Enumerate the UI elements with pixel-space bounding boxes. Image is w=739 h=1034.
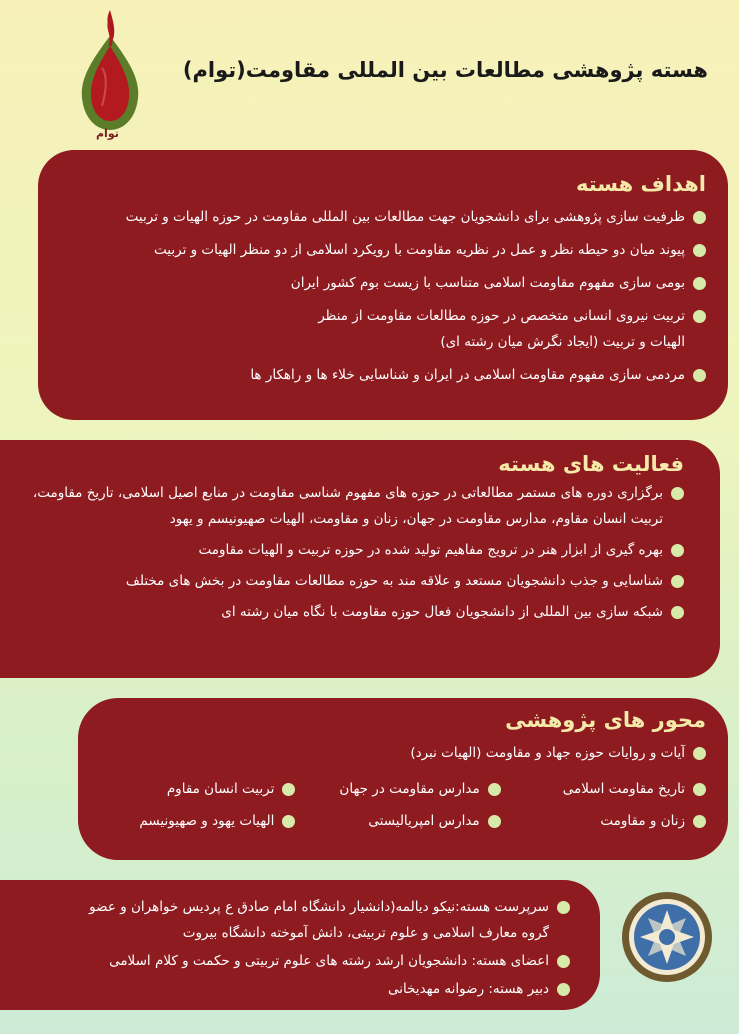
list-item: زنان و مقاومت <box>511 808 706 834</box>
list-item: تربیت انسان مقاوم <box>100 776 295 802</box>
bullet-icon <box>671 544 684 557</box>
list-item: شبکه سازی بین المللی از دانشجویان فعال حوزه مقاومت با نگاه میان رشته ای <box>22 599 684 625</box>
bullet-icon <box>693 369 706 382</box>
list-item: آیات و روایات حوزه جهاد و مقاومت (الهیات نبرد) <box>100 740 706 766</box>
list-item: اعضای هسته: دانشجویان ارشد رشته های علوم تربیتی و حکمت و کلام اسلامی <box>60 948 570 974</box>
list-item: تربیت نیروی انسانی متخصص در حوزه مطالعات مقاومت از منظر الهیات و تربیت (ایجاد نگرش میان رشته ای) <box>306 303 706 355</box>
research-grid <box>100 776 706 834</box>
list-item: برگزاری دوره های مستمر مطالعاتی در حوزه های مفهوم شناسی مقاومت در منابع اصیل اسلامی، تاریخ مقاومت، تربیت انسان مقاوم، مدارس مقاومت در جهان، زنان و مقاومت، الهیات صهیونیسم و یهود <box>22 480 684 532</box>
list-item: ظرفیت سازی پژوهشی برای دانشجویان جهت مطالعات بین المللی مقاومت در حوزه الهیات و تربیت <box>60 204 706 230</box>
bullet-icon <box>693 783 706 796</box>
bullet-icon <box>693 277 706 290</box>
bullet-icon <box>693 815 706 828</box>
staff-card <box>0 880 600 1010</box>
bullet-icon <box>693 747 706 760</box>
bullet-icon <box>557 983 570 996</box>
bullet-icon <box>488 783 501 796</box>
tavam-logo <box>72 6 148 142</box>
bullet-icon <box>671 606 684 619</box>
bullet-icon <box>693 211 706 224</box>
activities-card <box>0 440 720 678</box>
activities-heading: فعالیت های هسته <box>498 452 684 476</box>
list-item: پیوند میان دو حیطه نظر و عمل در نظریه مقاومت با رویکرد اسلامی از دو منظر الهیات و تربیت <box>60 237 706 263</box>
bullet-icon <box>282 815 295 828</box>
bullet-icon <box>693 244 706 257</box>
list-item: شناسایی و جذب دانشجویان مستعد و علاقه مند به حوزه مطالعات مقاومت در بخش های مختلف <box>22 568 684 594</box>
university-seal-icon <box>620 890 714 984</box>
bullet-icon <box>282 783 295 796</box>
bullet-icon <box>693 310 706 323</box>
bullet-icon <box>557 901 570 914</box>
list-item: سرپرست هسته:نیکو دیالمه(دانشیار دانشگاه امام صادق ع پردیس خواهران و عضو گروه معارف اسلامی و علوم تربیتی، دانش آموخته دانشگاه بیروت <box>60 894 570 946</box>
research-card <box>78 698 728 860</box>
bullet-icon <box>488 815 501 828</box>
list-item: تاریخ مقاومت اسلامی <box>511 776 706 802</box>
goals-card <box>38 150 728 420</box>
bullet-icon <box>671 487 684 500</box>
list-item: مردمی سازی مفهوم مقاومت اسلامی در ایران و شناسایی خلاء ها و راهکار ها <box>60 362 706 388</box>
page-title: هسته پژوهشی مطالعات بین المللی مقاومت(توام) <box>182 58 708 82</box>
goals-heading: اهداف هسته <box>575 172 706 196</box>
research-heading: محور های پژوهشی <box>505 708 706 732</box>
logo-caption: توام <box>96 127 119 140</box>
list-item: مدارس امپریالیستی <box>305 808 500 834</box>
list-item: مدارس مقاومت در جهان <box>305 776 500 802</box>
list-item: الهیات یهود و صهیونیسم <box>100 808 295 834</box>
list-item: بهره گیری از ابزار هنر در ترویج مفاهیم تولید شده در حوزه تربیت و الهیات مقاومت <box>22 537 684 563</box>
bullet-icon <box>557 955 570 968</box>
bullet-icon <box>671 575 684 588</box>
list-item: بومی سازی مفهوم مقاومت اسلامی متناسب با زیست بوم کشور ایران <box>60 270 706 296</box>
list-item: دبیر هسته: رضوانه مهدیخانی <box>60 976 570 1002</box>
